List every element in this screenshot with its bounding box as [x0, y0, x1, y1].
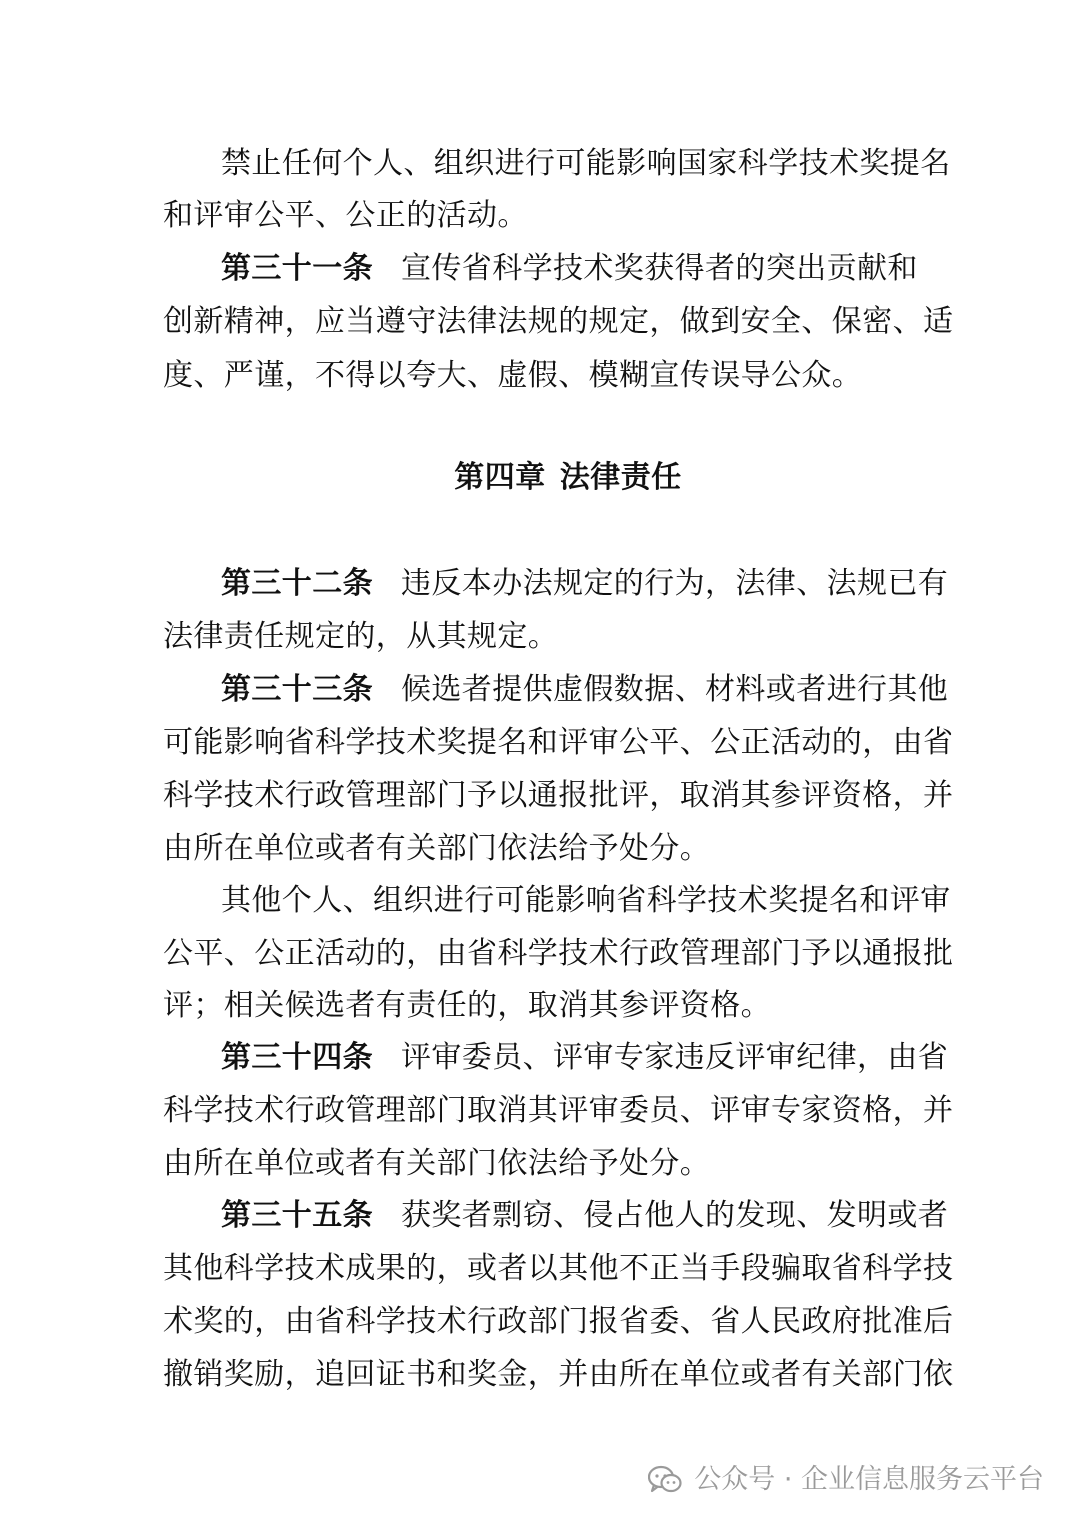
chapter-number: 第四章 [454, 460, 546, 495]
article-34-label: 第三十四条 [221, 1040, 373, 1075]
text-line: 撤销奖励，追回证书和奖金，并由所在单位或者有关部门依 [163, 1357, 954, 1392]
text-line: 候选者提供虚假数据、材料或者进行其他 [401, 672, 949, 707]
article-34-line [221, 1038, 948, 1078]
article-33-label: 第三十三条 [221, 672, 373, 707]
text-line: 可能影响省科学技术奖提名和评审公平、公正活动的，由省 [163, 725, 954, 760]
watermark [648, 1462, 1044, 1498]
text-line: 公平、公正活动的，由省科学技术行政管理部门予以通报批 [163, 936, 954, 971]
text-line: 评审委员、评审专家违反评审纪律，由省 [401, 1040, 949, 1075]
article-33-line [221, 670, 948, 710]
text-line: 科学技术行政管理部门予以通报批评，取消其参评资格，并 [163, 778, 954, 813]
article-31-label: 第三十一条 [221, 251, 373, 286]
text-line: 术奖的，由省科学技术行政部门报省委、省人民政府批准后 [163, 1304, 954, 1339]
text-line: 和评审公平、公正的活动。 [163, 198, 528, 233]
article-35-line [221, 1196, 948, 1236]
text-line: 禁止任何个人、组织进行可能影响国家科学技术奖提名 [221, 146, 951, 181]
text-line: 由所在单位或者有关部门依法给予处分。 [163, 1146, 711, 1181]
article-32-line [221, 564, 948, 604]
text-line: 科学技术行政管理部门取消其评审委员、评审专家资格，并 [163, 1093, 954, 1128]
text-line: 由所在单位或者有关部门依法给予处分。 [163, 831, 711, 866]
watermark-text: 公众号 · 企业信息服务云平台 [694, 1464, 1044, 1495]
chapter-heading [0, 458, 1080, 498]
article-32-label: 第三十二条 [221, 566, 373, 601]
text-line: 评；相关候选者有责任的，取消其参评资格。 [163, 988, 771, 1023]
text-line: 其他科学技术成果的，或者以其他不正当手段骗取省科学技 [163, 1251, 954, 1286]
text-line: 创新精神，应当遵守法律法规的规定，做到安全、保密、适 [163, 304, 954, 339]
article-35-label: 第三十五条 [221, 1198, 373, 1233]
text-line: 度、严谨，不得以夸大、虚假、模糊宣传误导公众。 [163, 358, 863, 393]
text-line: 法律责任规定的，从其规定。 [163, 619, 559, 654]
text-line: 宣传省科学技术奖获得者的突出贡献和 [401, 251, 918, 286]
text-line: 其他个人、组织进行可能影响省科学技术奖提名和评审 [221, 883, 951, 918]
text-line: 获奖者剽窃、侵占他人的发现、发明或者 [401, 1198, 949, 1233]
article-31-line [221, 249, 918, 289]
chapter-title: 法律责任 [559, 460, 682, 495]
text-line: 违反本办法规定的行为，法律、法规已有 [401, 566, 949, 601]
wechat-icon [648, 1465, 682, 1495]
